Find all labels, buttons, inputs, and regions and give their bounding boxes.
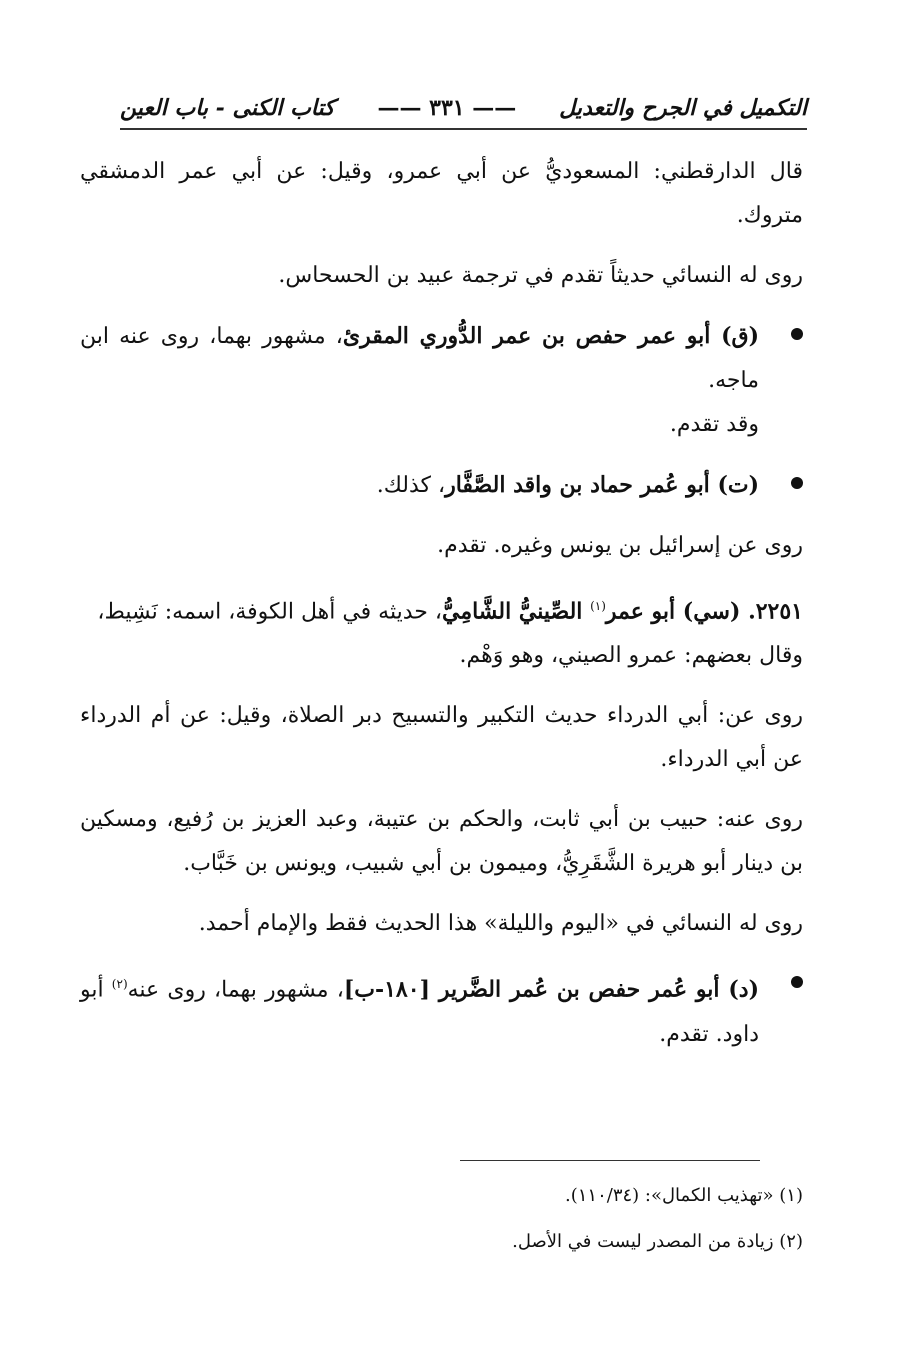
entry-text: ، مشهور بهما، روى عنه ابن ماجه. <box>80 324 759 393</box>
entry-text: ، كذلك. <box>376 473 446 498</box>
page-header <box>120 88 807 130</box>
footnotes <box>200 1178 803 1270</box>
entry-name-nisba: الصِّينيُّ الشَّامِيُّ <box>441 598 591 625</box>
footnote-marker: (١) <box>590 599 606 613</box>
footnote: (٢) زيادة من المصدر ليست في الأصل. <box>512 1231 803 1252</box>
main-text <box>80 150 803 1073</box>
entry-name: (ق) أبو عمر حفص بن عمر الدُّوري المقرئ <box>342 323 759 349</box>
paragraph: قال الدارقطني: المسعوديُّ عن أبي عمرو، وقيل: عن أبي عمر الدمشقي متروك. <box>80 159 803 228</box>
paragraph: روى له النسائي في «اليوم والليلة» هذا الحديث فقط والإمام أحمد. <box>198 911 803 937</box>
bullet-icon <box>791 976 803 988</box>
entry-text: ، حديثه في أهل الكوفة، اسمه: نَشِيط، <box>97 599 442 625</box>
paragraph: روى له النسائي حديثاً تقدم في ترجمة عبيد بن الحسحاس. <box>278 263 803 288</box>
paragraph: روى عن إسرائيل بن يونس وغيره. تقدم. <box>437 533 803 558</box>
bullet-icon <box>791 477 803 489</box>
entry-text: ، مشهور بهما، روى عنه <box>127 977 344 1003</box>
entry-name: (سي) أبو عمر <box>605 598 741 625</box>
numbered-entry <box>80 584 803 678</box>
biography-entry <box>80 314 803 447</box>
entry-name: (ت) أبو عُمر حماد بن واقد الصَّفَّار <box>445 472 759 498</box>
footnote: (١) «تهذيب الكمال»: (١١٠/٣٤). <box>565 1185 803 1206</box>
book-title: التكميل في الجرح والتعديل <box>559 95 807 121</box>
entry-continuation: وقال بعضهم: عمرو الصيني، وهو وَهْم. <box>459 643 803 669</box>
footnote-marker: (٢) <box>111 977 128 992</box>
entry-text-end: أبو داود. تقدم. <box>80 977 759 1047</box>
page-number: —— ٣٣١ —— <box>377 95 517 121</box>
manuscript-reference: [١٨٠-ب] <box>343 976 439 1003</box>
entry-continuation: وقد تقدم. <box>669 412 759 437</box>
entry-number: ٢٢٥١. <box>740 598 803 625</box>
section-title: كتاب الكنى - باب العين <box>120 95 335 121</box>
paragraph: روى عنه: حبيب بن أبي ثابت، والحكم بن عتيبة، وعبد العزيز بن رُفيع، ومسكين بن دينار أبو هريرة الشَّقَرِيُّ، وميمون بن أبي شبيب، ويونس بن خَبَّاب. <box>80 807 803 877</box>
page-number-value: ٣٣١ <box>429 95 465 121</box>
entry-name: (د) أبو عُمر حفص بن عُمر الضَّرير <box>438 976 759 1003</box>
biography-entry <box>80 962 803 1056</box>
biography-entry <box>80 463 803 508</box>
paragraph: روى عن: أبي الدرداء حديث التكبير والتسبيح دبر الصلاة، وقيل: عن أم الدرداء عن أبي الدرداء. <box>80 703 803 773</box>
footnote-divider <box>460 1160 760 1161</box>
bullet-icon <box>791 328 803 340</box>
